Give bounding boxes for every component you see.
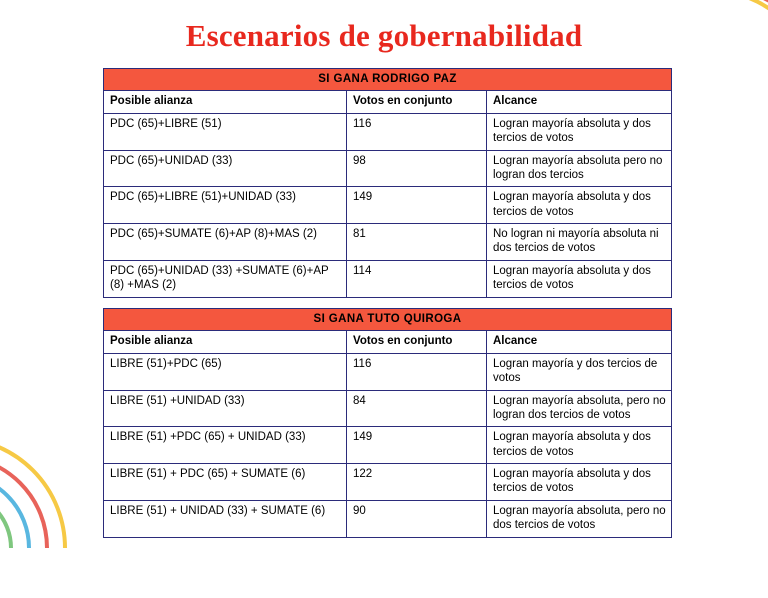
table-row — [104, 224, 672, 261]
cell-alianza: LIBRE (51)+PDC (65) — [104, 353, 347, 390]
table-header-row — [104, 91, 672, 113]
cell-alcance: Logran mayoría absoluta y dos tercios de votos — [487, 427, 672, 464]
cell-votos: 90 — [347, 500, 487, 537]
cell-alianza: LIBRE (51) +UNIDAD (33) — [104, 390, 347, 427]
table-row — [104, 353, 672, 390]
cell-votos: 81 — [347, 224, 487, 261]
cell-alcance: No logran ni mayoría absoluta ni dos tercios de votos — [487, 224, 672, 261]
page-title: Escenarios de gobernabilidad — [185, 18, 583, 53]
cell-votos: 98 — [347, 150, 487, 187]
cell-votos: 122 — [347, 464, 487, 501]
table-banner-label: SI GANA TUTO QUIROGA — [104, 309, 672, 331]
table-banner-label: SI GANA RODRIGO PAZ — [104, 69, 672, 91]
cell-alianza: LIBRE (51) +PDC (65) + UNIDAD (33) — [104, 427, 347, 464]
cell-alcance: Logran mayoría absoluta pero no logran dos tercios — [487, 150, 672, 187]
cell-alcance: Logran mayoría absoluta y dos tercios de votos — [487, 187, 672, 224]
cell-alianza: PDC (65)+LIBRE (51)+UNIDAD (33) — [104, 187, 347, 224]
table-row — [104, 500, 672, 537]
cell-votos: 116 — [347, 353, 487, 390]
cell-votos: 149 — [347, 427, 487, 464]
scenarios-table-tuto-quiroga — [103, 308, 671, 538]
column-header-alianza: Posible alianza — [104, 331, 347, 353]
table-row — [104, 187, 672, 224]
table — [103, 308, 672, 538]
table-row — [104, 260, 672, 297]
column-header-alcance: Alcance — [487, 91, 672, 113]
cell-alcance: Logran mayoría absoluta y dos tercios de votos — [487, 464, 672, 501]
table-row — [104, 464, 672, 501]
column-header-alcance: Alcance — [487, 331, 672, 353]
table-row — [104, 150, 672, 187]
table-banner — [104, 309, 672, 331]
cell-votos: 116 — [347, 113, 487, 150]
column-header-votos: Votos en conjunto — [347, 331, 487, 353]
cell-alianza: PDC (65)+UNIDAD (33) — [104, 150, 347, 187]
table-header-row — [104, 331, 672, 353]
table-row — [104, 427, 672, 464]
cell-alianza: LIBRE (51) + PDC (65) + SUMATE (6) — [104, 464, 347, 501]
table-banner — [104, 69, 672, 91]
table — [103, 68, 672, 298]
table-row — [104, 113, 672, 150]
cell-alianza: PDC (65)+LIBRE (51) — [104, 113, 347, 150]
cell-alianza: PDC (65)+UNIDAD (33) +SUMATE (6)+AP (8) +MAS (2) — [104, 260, 347, 297]
column-header-alianza: Posible alianza — [104, 91, 347, 113]
cell-alcance: Logran mayoría absoluta y dos tercios de votos — [487, 113, 672, 150]
cell-alcance: Logran mayoría absoluta y dos tercios de votos — [487, 260, 672, 297]
cell-votos: 84 — [347, 390, 487, 427]
cell-alcance: Logran mayoría absoluta, pero no logran dos tercios de votos — [487, 390, 672, 427]
scenarios-table-rodrigo-paz — [103, 68, 671, 298]
cell-alianza: LIBRE (51) + UNIDAD (33) + SUMATE (6) — [104, 500, 347, 537]
cell-alianza: PDC (65)+SUMATE (6)+AP (8)+MAS (2) — [104, 224, 347, 261]
column-header-votos: Votos en conjunto — [347, 91, 487, 113]
cell-alcance: Logran mayoría y dos tercios de votos — [487, 353, 672, 390]
table-row — [104, 390, 672, 427]
cell-votos: 114 — [347, 260, 487, 297]
cell-votos: 149 — [347, 187, 487, 224]
cell-alcance: Logran mayoría absoluta, pero no dos tercios de votos — [487, 500, 672, 537]
